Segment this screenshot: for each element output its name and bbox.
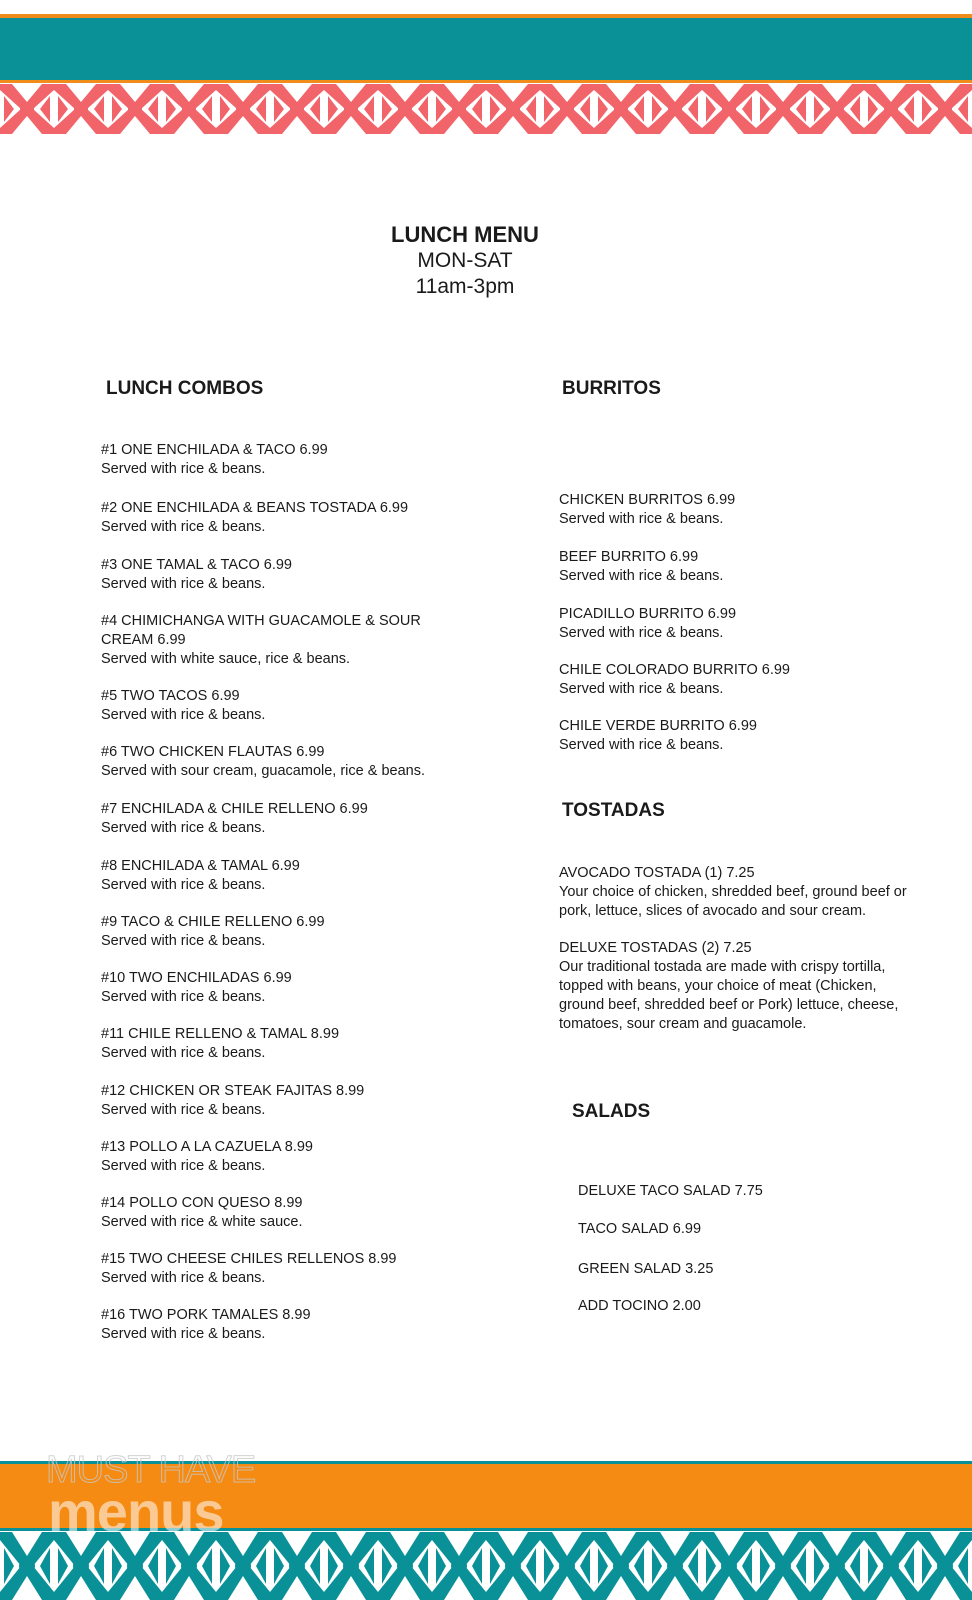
burrito-item	[559, 661, 899, 699]
item-name: #13 POLLO A LA CAZUELA 8.99	[101, 1139, 313, 1155]
watermark-line1: MUST HAVE	[46, 1449, 256, 1491]
item-name: #16 TWO PORK TAMALES 8.99	[101, 1307, 311, 1323]
item-desc: Served with rice & beans.	[559, 511, 724, 527]
item-name: #8 ENCHILADA & TAMAL 6.99	[101, 858, 300, 874]
item-name: #11 CHILE RELLENO & TAMAL 8.99	[101, 1026, 340, 1042]
item-desc: Served with rice & beans.	[101, 1045, 266, 1061]
burrito-item	[559, 491, 899, 529]
combo-item	[101, 1306, 441, 1344]
item-name: #10 TWO ENCHILADAS 6.99	[101, 970, 292, 986]
combo-item	[101, 687, 441, 725]
item-desc: Served with rice & white sauce.	[101, 1214, 303, 1230]
combo-item	[101, 1025, 441, 1063]
item-desc: Served with rice & beans.	[101, 461, 266, 477]
salad-item: DELUXE TACO SALAD 7.75	[578, 1183, 763, 1199]
watermark-line2: menus	[48, 1480, 224, 1543]
item-name: #15 TWO CHEESE CHILES RELLENOS 8.99	[101, 1251, 397, 1267]
item-desc: Served with white sauce, rice & beans.	[101, 651, 351, 667]
item-name: #3 ONE TAMAL & TACO 6.99	[101, 557, 292, 573]
burrito-item	[559, 548, 899, 586]
item-name: CHICKEN BURRITOS 6.99	[559, 492, 736, 508]
menu-header	[0, 222, 930, 300]
tostada-item	[559, 864, 909, 921]
menu-days: MON-SAT	[417, 249, 513, 272]
item-desc: Our traditional tostada are made with crispy tortilla, topped with beans, your choice of meat (Chicken, ground beef, shredded beef or Pork) lettuce, cheese, tomatoes, sour cream and guacamole.	[559, 959, 899, 1032]
item-desc: Served with rice & beans.	[559, 737, 724, 753]
item-name: CHILE COLORADO BURRITO 6.99	[559, 662, 790, 678]
item-name: #1 ONE ENCHILADA & TACO 6.99	[101, 442, 328, 458]
combo-item	[101, 913, 441, 951]
item-name: CHILE VERDE BURRITO 6.99	[559, 718, 757, 734]
item-desc: Served with rice & beans.	[559, 681, 724, 697]
combo-item	[101, 1082, 441, 1120]
item-desc: Served with rice & beans.	[101, 707, 266, 723]
tostada-item	[559, 939, 919, 1034]
item-desc: Served with rice & beans.	[559, 625, 724, 641]
item-desc: Served with rice & beans.	[101, 519, 266, 535]
combo-item	[101, 1250, 441, 1288]
item-desc: Served with rice & beans.	[101, 933, 266, 949]
item-desc: Served with rice & beans.	[559, 568, 724, 584]
section-title-lunch-combos: LUNCH COMBOS	[106, 378, 264, 399]
item-desc: Served with rice & beans.	[101, 576, 266, 592]
item-desc: Served with rice & beans.	[101, 820, 266, 836]
item-desc: Served with sour cream, guacamole, rice & beans.	[101, 763, 425, 779]
combo-item	[101, 499, 441, 537]
item-desc: Served with rice & beans.	[101, 1270, 266, 1286]
watermark-logo	[46, 1449, 306, 1543]
section-title-tostadas: TOSTADAS	[562, 800, 665, 821]
item-name: #4 CHIMICHANGA WITH GUACAMOLE & SOUR CREAM 6.99	[101, 613, 421, 648]
item-name: #12 CHICKEN OR STEAK FAJITAS 8.99	[101, 1083, 365, 1099]
menu-hours: 11am-3pm	[415, 275, 515, 298]
combo-item	[101, 556, 441, 594]
item-desc: Served with rice & beans.	[101, 1326, 266, 1342]
item-name: #5 TWO TACOS 6.99	[101, 688, 240, 704]
combo-item	[101, 969, 441, 1007]
item-name: AVOCADO TOSTADA (1) 7.25	[559, 865, 755, 881]
top-orange-rule-lower	[0, 80, 972, 83]
top-aztec-pattern	[0, 84, 972, 134]
salad-item: GREEN SALAD 3.25	[578, 1261, 714, 1277]
item-name: DELUXE TOSTADAS (2) 7.25	[559, 940, 752, 956]
item-desc: Served with rice & beans.	[101, 989, 266, 1005]
item-desc: Served with rice & beans.	[101, 1158, 266, 1174]
section-title-burritos: BURRITOS	[562, 378, 661, 399]
item-name: #6 TWO CHICKEN FLAUTAS 6.99	[101, 744, 325, 760]
burrito-item	[559, 605, 899, 643]
section-title-salads: SALADS	[572, 1101, 651, 1122]
item-desc: Served with rice & beans.	[101, 1102, 266, 1118]
combo-item	[101, 743, 521, 781]
combo-item	[101, 1194, 441, 1232]
salad-item: TACO SALAD 6.99	[578, 1221, 702, 1237]
combo-item	[101, 800, 441, 838]
item-desc: Served with rice & beans.	[101, 877, 266, 893]
burrito-item	[559, 717, 899, 755]
salad-item: ADD TOCINO 2.00	[578, 1298, 701, 1314]
combo-item	[101, 441, 441, 479]
item-name: #2 ONE ENCHILADA & BEANS TOSTADA 6.99	[101, 500, 409, 516]
item-name: BEEF BURRITO 6.99	[559, 549, 699, 565]
menu-title: LUNCH MENU	[391, 222, 539, 247]
combo-item	[101, 1138, 441, 1176]
top-teal-band	[0, 18, 972, 80]
item-name: #9 TACO & CHILE RELLENO 6.99	[101, 914, 325, 930]
combo-item	[101, 612, 431, 669]
item-name: PICADILLO BURRITO 6.99	[559, 606, 737, 622]
item-name: #14 POLLO CON QUESO 8.99	[101, 1195, 303, 1211]
item-desc: Your choice of chicken, shredded beef, ground beef or pork, lettuce, slices of avocado and sour cream.	[559, 884, 907, 919]
combo-item	[101, 857, 441, 895]
item-name: #7 ENCHILADA & CHILE RELLENO 6.99	[101, 801, 368, 817]
